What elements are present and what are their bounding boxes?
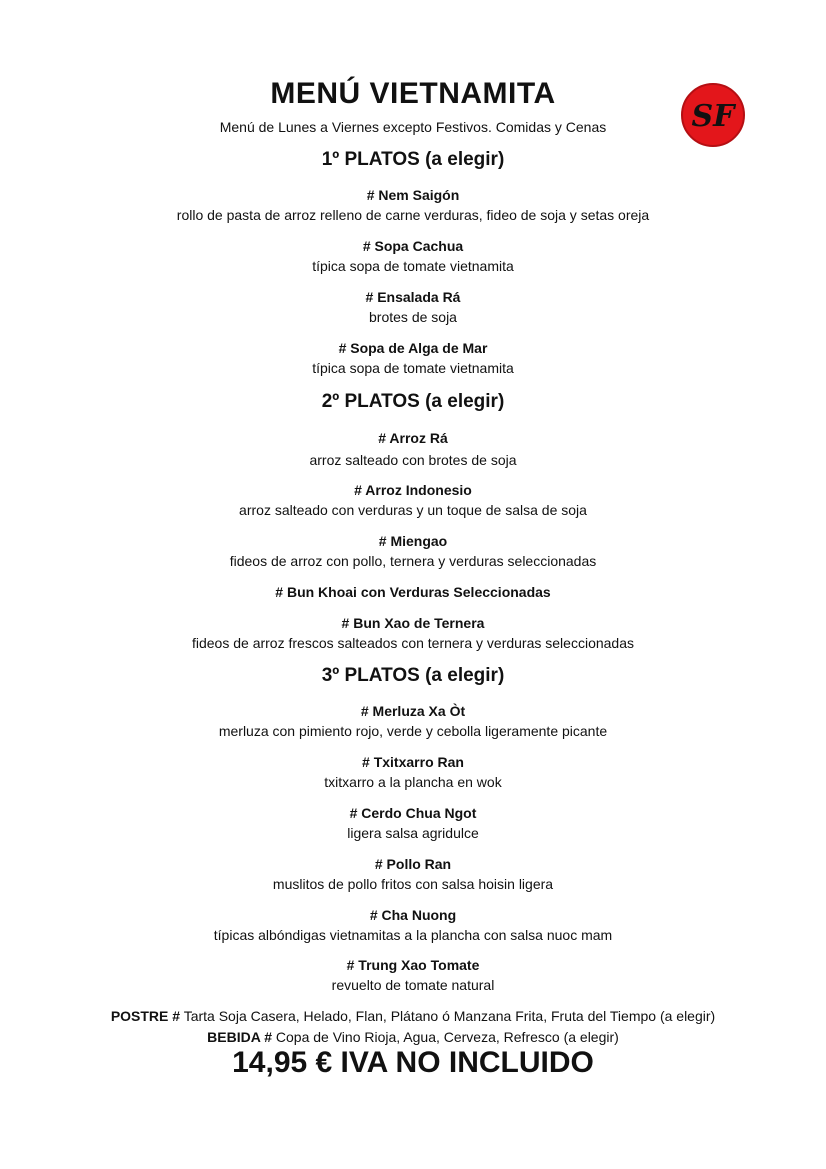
section-heading: 3º PLATOS (a elegir) <box>321 665 505 686</box>
menu-price: 14,95 € IVA NO INCLUIDO <box>232 1046 594 1079</box>
dish-item <box>0 701 826 741</box>
drink-line <box>0 1027 826 1047</box>
dish-item <box>0 613 826 653</box>
dessert-label: POSTRE # <box>110 1008 181 1024</box>
section-1 <box>0 148 826 172</box>
dish-name: # Ensalada Rá <box>365 289 461 305</box>
dish-name: # Sopa Cachua <box>362 238 464 254</box>
dish-description: arroz salteado con brotes de soja <box>309 452 517 468</box>
dish-name: # Txitxarro Ran <box>362 754 464 770</box>
dish-name: # Merluza Xa Òt <box>360 703 466 719</box>
dish-description: rollo de pasta de arroz relleno de carne verduras, fideo de soja y setas oreja <box>176 207 650 223</box>
dish-description: ligera salsa agridulce <box>347 825 479 841</box>
logo-text: SF <box>691 99 735 134</box>
drink-options: Copa de Vino Rioja, Agua, Cerveza, Refresco (a elegir) <box>272 1029 619 1045</box>
dish-description: típica sopa de tomate vietnamita <box>312 360 514 376</box>
dish-item <box>0 236 826 276</box>
dish-description: típica sopa de tomate vietnamita <box>312 258 514 274</box>
dessert-options: Tarta Soja Casera, Helado, Flan, Plátano ó Manzana Frita, Fruta del Tiempo (a elegir) <box>180 1008 716 1024</box>
dish-description: brotes de soja <box>369 309 457 325</box>
dish-name: # Cerdo Chua Ngot <box>349 805 477 821</box>
dessert-line <box>0 1006 826 1026</box>
dish-name: # Bun Xao de Ternera <box>341 615 485 631</box>
dish-item <box>0 752 826 792</box>
dish-item <box>0 582 826 602</box>
dish-description: revuelto de tomate natural <box>331 977 495 993</box>
dish-item <box>0 955 826 995</box>
dish-item <box>0 480 826 520</box>
section-2 <box>0 390 826 414</box>
page-title: MENÚ VIETNAMITA <box>270 77 556 110</box>
dish-item <box>0 428 826 470</box>
dish-name: # Cha Nuong <box>369 907 457 923</box>
dish-item <box>0 185 826 225</box>
page-subtitle: Menú de Lunes a Viernes excepto Festivos. Comidas y Cenas <box>219 119 607 135</box>
dish-name: # Arroz Rá <box>378 430 448 446</box>
dish-description: txitxarro a la plancha en wok <box>324 774 502 790</box>
section-3 <box>0 664 826 688</box>
dish-name: # Miengao <box>378 533 448 549</box>
dish-name: # Sopa de Alga de Mar <box>338 340 488 356</box>
dish-description: arroz salteado con verduras y un toque de salsa de soja <box>239 502 587 518</box>
drink-label: BEBIDA # <box>207 1029 272 1045</box>
dish-item <box>0 803 826 843</box>
dish-item <box>0 531 826 571</box>
dish-description: merluza con pimiento rojo, verde y cebolla ligeramente picante <box>218 723 608 739</box>
dish-description: fideos de arroz con pollo, ternera y verduras seleccionadas <box>229 553 597 569</box>
dish-name: # Trung Xao Tomate <box>346 957 480 973</box>
dish-name: # Arroz Indonesio <box>354 482 472 498</box>
dish-item <box>0 905 826 945</box>
dish-name: # Nem Saigón <box>366 187 460 203</box>
dish-description: muslitos de pollo fritos con salsa hoisin ligera <box>272 876 554 892</box>
dish-description: típicas albóndigas vietnamitas a la plancha con salsa nuoc mam <box>213 927 613 943</box>
section-heading: 2º PLATOS (a elegir) <box>321 391 505 412</box>
section-heading: 1º PLATOS (a elegir) <box>321 149 505 170</box>
dish-item <box>0 854 826 894</box>
dish-description: fideos de arroz frescos salteados con ternera y verduras seleccionadas <box>191 635 634 651</box>
dish-item <box>0 287 826 327</box>
dish-name: # Pollo Ran <box>374 856 452 872</box>
dish-item <box>0 338 826 378</box>
restaurant-logo <box>680 82 746 148</box>
dish-name: # Bun Khoai con Verduras Seleccionadas <box>275 584 551 600</box>
